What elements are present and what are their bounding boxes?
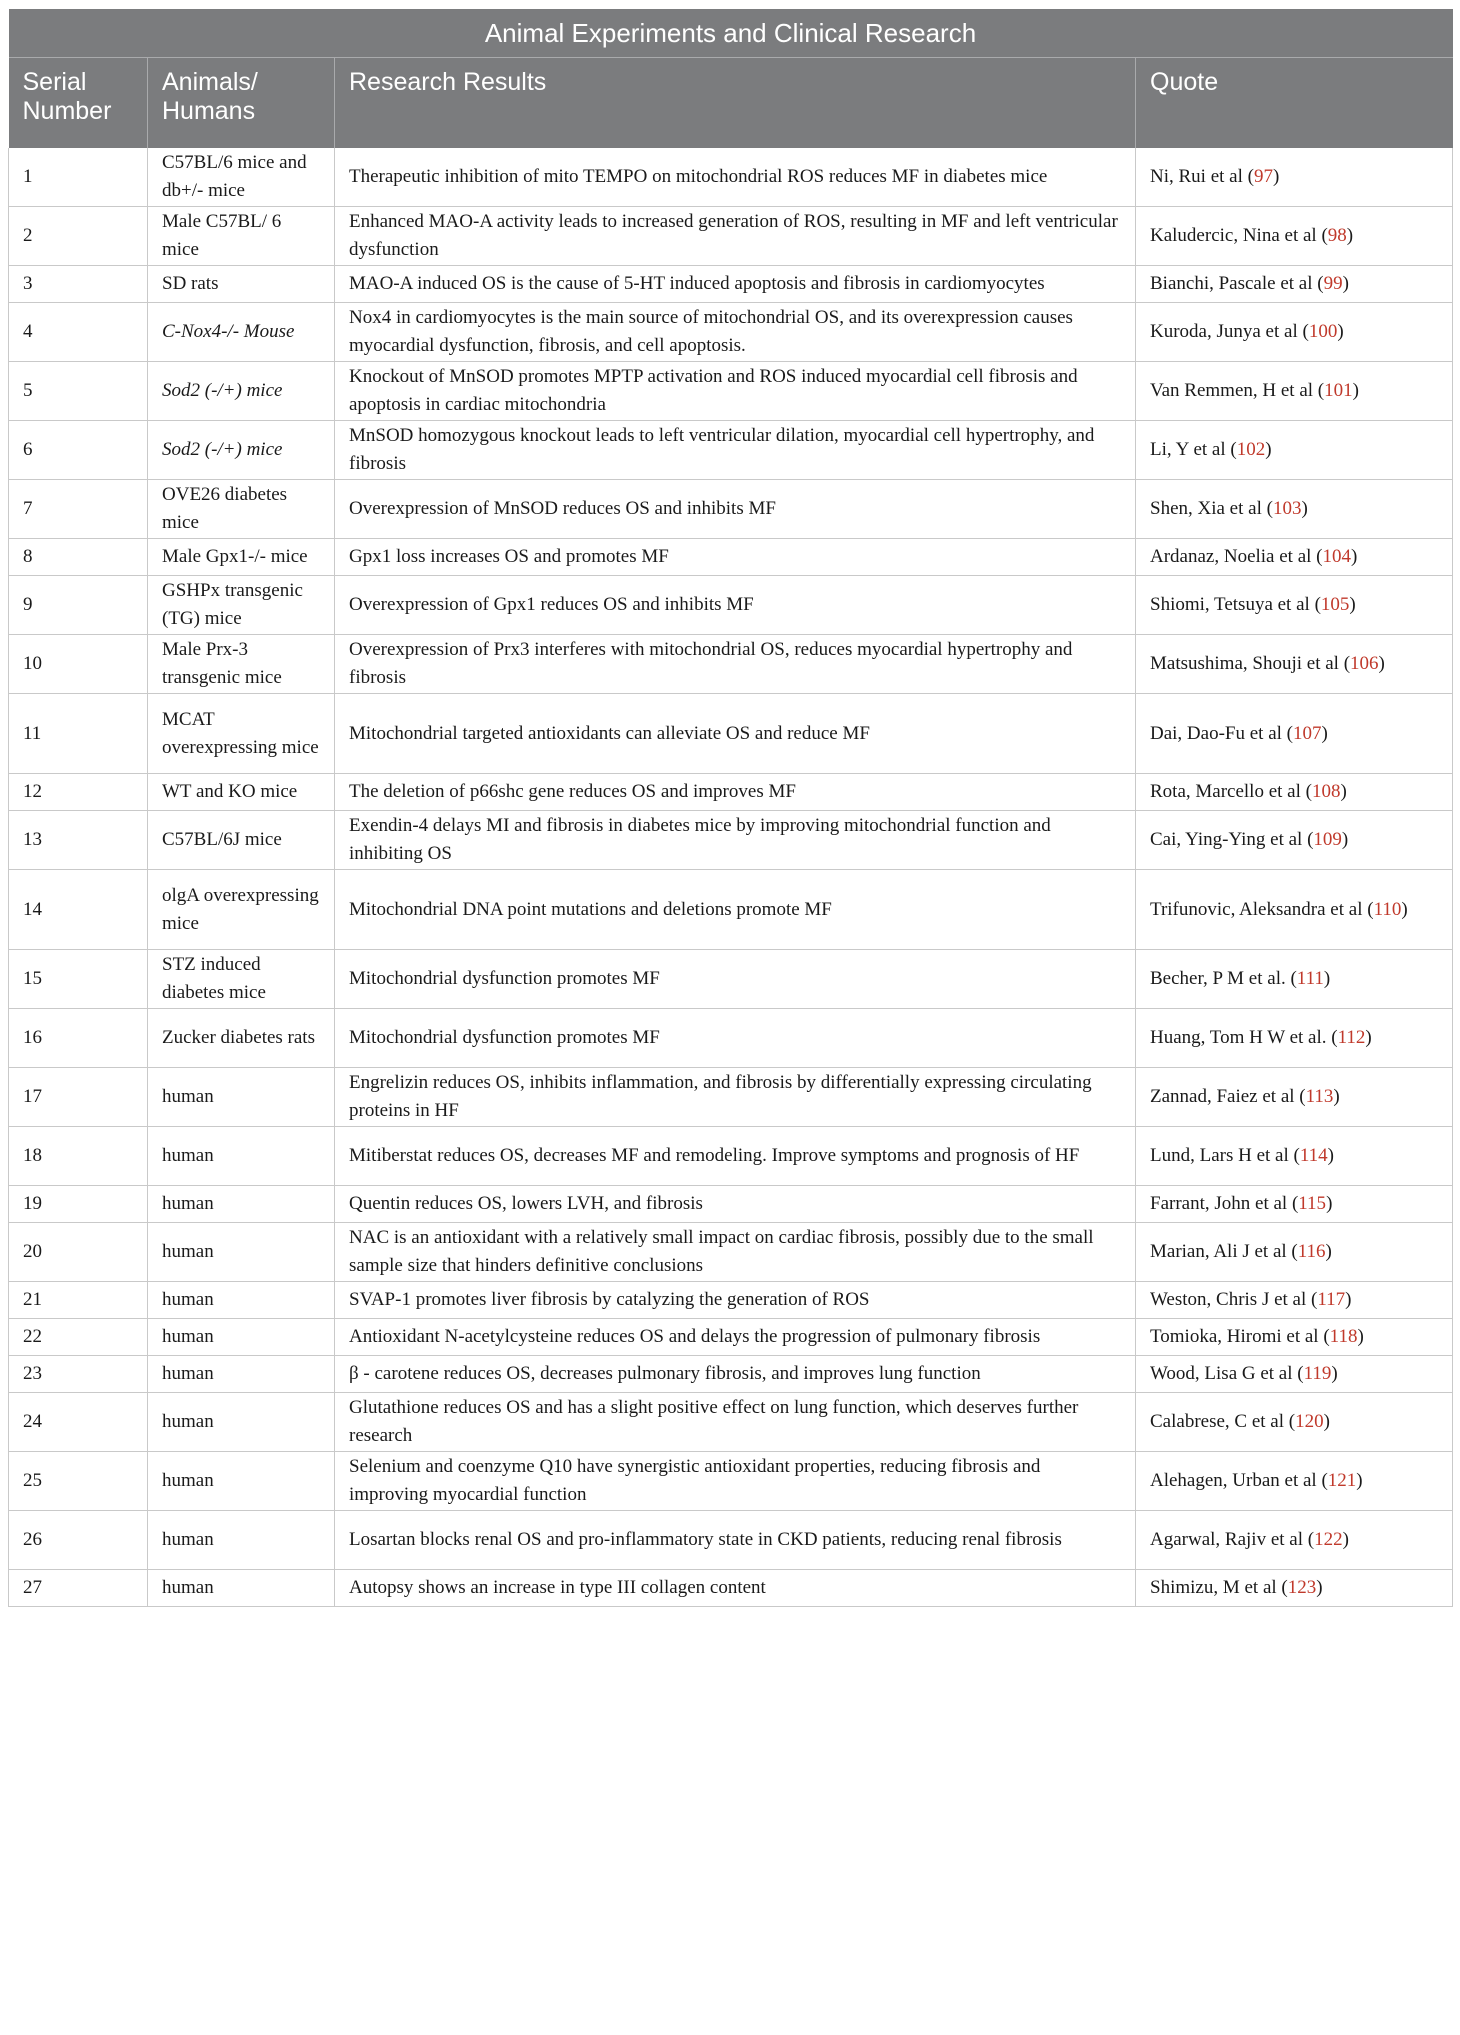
reference-link[interactable]: 103 (1272, 498, 1302, 519)
subject-cell: human (148, 1319, 335, 1356)
research-result-cell: β - carotene reduces OS, decreases pulmonary fibrosis, and improves lung function (335, 1356, 1136, 1393)
serial-number-cell: 3 (9, 266, 148, 303)
subject-cell: C57BL/6 mice and db+/- mice (148, 148, 335, 207)
reference-link[interactable]: 110 (1373, 898, 1402, 920)
reference-close-paren: ) (1352, 380, 1359, 401)
quote-author: Matsushima, Shouji et al (1150, 653, 1339, 674)
serial-number-cell: 10 (9, 635, 148, 694)
quote-author: Ni, Rui et al (1150, 165, 1243, 187)
reference-link[interactable]: 116 (1297, 1241, 1326, 1262)
subject-cell: human (148, 1452, 335, 1511)
quote-cell: Shen, Xia et al (103) (1136, 480, 1453, 539)
table-row (9, 950, 1453, 1009)
serial-number-cell: 24 (9, 1393, 148, 1452)
research-result-cell: Glutathione reduces OS and has a slight positive effect on lung function, which deserves further research (335, 1393, 1136, 1452)
reference-close-paren: ) (1401, 898, 1408, 920)
research-result-cell: Selenium and coenzyme Q10 have synergistic antioxidant properties, reducing fibrosis and improving myocardial function (335, 1452, 1136, 1511)
research-result-cell: Mitochondrial targeted antioxidants can alleviate OS and reduce MF (335, 694, 1136, 774)
table-row (9, 1068, 1453, 1127)
research-result-cell: MnSOD homozygous knockout leads to left ventricular dilation, myocardial cell hypertrophy, and fibrosis (335, 421, 1136, 480)
serial-number-cell: 11 (9, 694, 148, 774)
reference-close-paren: ) (1326, 1193, 1333, 1214)
subject-cell: STZ induced diabetes mice (148, 950, 335, 1009)
serial-number-cell: 5 (9, 362, 148, 421)
quote-cell: Dai, Dao-Fu et al (107) (1136, 694, 1453, 774)
quote-author: Dai, Dao-Fu et al (1150, 722, 1282, 744)
quote-author: Calabrese, C et al (1150, 1411, 1285, 1432)
header-serial-number: Serial Number (9, 58, 148, 148)
reference-close-paren: ) (1323, 1411, 1330, 1432)
subject-cell: SD rats (148, 266, 335, 303)
subject-cell: human (148, 1570, 335, 1607)
reference-close-paren: ) (1325, 1241, 1332, 1262)
quote-author: Becher, P M et al. (1150, 968, 1286, 989)
quote-cell: Huang, Tom H W et al. (112) (1136, 1009, 1453, 1068)
serial-number-cell: 21 (9, 1282, 148, 1319)
subject-cell: C57BL/6J mice (148, 811, 335, 870)
subject-cell: MCAT overexpressing mice (148, 694, 335, 774)
reference-close-paren: ) (1342, 1529, 1349, 1550)
research-result-cell: Mitochondrial dysfunction promotes MF (335, 1009, 1136, 1068)
research-result-cell: Autopsy shows an increase in type III collagen content (335, 1570, 1136, 1607)
research-result-cell: The deletion of p66shc gene reduces OS and improves MF (335, 774, 1136, 811)
reference-link[interactable]: 121 (1327, 1470, 1357, 1491)
research-result-cell: Therapeutic inhibition of mito TEMPO on mitochondrial ROS reduces MF in diabetes mice (335, 148, 1136, 207)
serial-number-cell: 13 (9, 811, 148, 870)
serial-number-cell: 8 (9, 539, 148, 576)
reference-link[interactable]: 115 (1298, 1193, 1327, 1214)
reference-close-paren: ) (1327, 1145, 1334, 1166)
reference-link[interactable]: 111 (1296, 968, 1324, 989)
quote-author: Marian, Ali J et al (1150, 1241, 1287, 1262)
research-result-cell: Engrelizin reduces OS, inhibits inflammation, and fibrosis by differentially expressing circulating proteins in HF (335, 1068, 1136, 1127)
research-result-cell: Nox4 in cardiomyocytes is the main source of mitochondrial OS, and its overexpression causes myocardial dysfunction, fibrosis, and cell apoptosis. (335, 303, 1136, 362)
subject-cell: human (148, 1393, 335, 1452)
reference-close-paren: ) (1356, 1470, 1363, 1491)
quote-cell: Agarwal, Rajiv et al (122) (1136, 1511, 1453, 1570)
table-row (9, 811, 1453, 870)
subject-cell: WT and KO mice (148, 774, 335, 811)
quote-author: Alehagen, Urban et al (1150, 1470, 1317, 1491)
research-result-cell: Gpx1 loss increases OS and promotes MF (335, 539, 1136, 576)
reference-link[interactable]: 113 (1305, 1086, 1334, 1107)
quote-cell: Becher, P M et al. (111) (1136, 950, 1453, 1009)
reference-close-paren: ) (1341, 829, 1349, 850)
quote-cell: Shimizu, M et al (123) (1136, 1570, 1453, 1607)
quote-author: Shen, Xia et al (1150, 498, 1262, 519)
reference-link[interactable]: 118 (1329, 1326, 1358, 1347)
quote-author: Wood, Lisa G et al (1150, 1363, 1293, 1384)
subject-cell: Zucker diabetes rats (148, 1009, 335, 1068)
reference-close-paren: ) (1272, 165, 1280, 187)
table-row (9, 1356, 1453, 1393)
quote-cell: Kuroda, Junya et al (100) (1136, 303, 1453, 362)
reference-link[interactable]: 119 (1303, 1363, 1332, 1384)
research-result-cell: Overexpression of Prx3 interferes with mitochondrial OS, reduces myocardial hypertrophy and fibrosis (335, 635, 1136, 694)
serial-number-cell: 20 (9, 1223, 148, 1282)
subject-cell: Male Gpx1-/- mice (148, 539, 335, 576)
quote-author: Kaludercic, Nina et al (1150, 225, 1317, 246)
table-row (9, 694, 1453, 774)
research-result-cell: SVAP-1 promotes liver fibrosis by catalyzing the generation of ROS (335, 1282, 1136, 1319)
reference-close-paren: ) (1316, 1577, 1323, 1598)
research-result-cell: Antioxidant N-acetylcysteine reduces OS and delays the progression of pulmonary fibrosis (335, 1319, 1136, 1356)
serial-number-cell: 12 (9, 774, 148, 811)
reference-close-paren: ) (1323, 968, 1331, 989)
table-row (9, 539, 1453, 576)
reference-link[interactable]: 122 (1314, 1529, 1343, 1550)
quote-cell: Marian, Ali J et al (116) (1136, 1223, 1453, 1282)
reference-close-paren: ) (1265, 439, 1272, 460)
reference-link[interactable]: 108 (1311, 781, 1341, 802)
reference-link[interactable]: 114 (1299, 1145, 1328, 1166)
quote-author: Rota, Marcello et al (1150, 781, 1301, 802)
subject-cell: Male Prx-3 transgenic mice (148, 635, 335, 694)
research-result-cell: Quentin reduces OS, lowers LVH, and fibrosis (335, 1186, 1136, 1223)
table-row (9, 1009, 1453, 1068)
reference-close-paren: ) (1333, 1086, 1340, 1107)
table-row (9, 421, 1453, 480)
quote-cell: Calabrese, C et al (120) (1136, 1393, 1453, 1452)
reference-close-paren: ) (1340, 781, 1347, 802)
quote-cell: Kaludercic, Nina et al (98) (1136, 207, 1453, 266)
reference-close-paren: ) (1349, 594, 1356, 615)
reference-close-paren: ) (1342, 273, 1349, 294)
table-row (9, 1511, 1453, 1570)
table-row (9, 480, 1453, 539)
serial-number-cell: 15 (9, 950, 148, 1009)
table-row (9, 1223, 1453, 1282)
quote-cell: Zannad, Faiez et al (113) (1136, 1068, 1453, 1127)
table-title: Animal Experiments and Clinical Research (9, 9, 1453, 58)
quote-cell: Farrant, John et al (115) (1136, 1186, 1453, 1223)
quote-cell: Trifunovic, Aleksandra et al (110) (1136, 870, 1453, 950)
serial-number-cell: 18 (9, 1127, 148, 1186)
serial-number-cell: 6 (9, 421, 148, 480)
reference-link[interactable]: 97 (1253, 165, 1273, 187)
quote-author: Shimizu, M et al (1150, 1577, 1277, 1598)
quote-author: Bianchi, Pascale et al (1150, 273, 1313, 294)
subject-cell: Sod2 (-/+) mice (148, 421, 335, 480)
quote-cell: Lund, Lars H et al (114) (1136, 1127, 1453, 1186)
research-result-cell: Overexpression of MnSOD reduces OS and inhibits MF (335, 480, 1136, 539)
quote-cell: Van Remmen, H et al (101) (1136, 362, 1453, 421)
quote-cell: Rota, Marcello et al (108) (1136, 774, 1453, 811)
subject-cell: human (148, 1223, 335, 1282)
quote-author: Tomioka, Hiromi et al (1150, 1326, 1319, 1347)
serial-number-cell: 22 (9, 1319, 148, 1356)
table-row (9, 1452, 1453, 1511)
quote-cell: Shiomi, Tetsuya et al (105) (1136, 576, 1453, 635)
reference-close-paren: ) (1301, 498, 1308, 519)
subject-cell: human (148, 1186, 335, 1223)
serial-number-cell: 16 (9, 1009, 148, 1068)
subject-cell: GSHPx transgenic (TG) mice (148, 576, 335, 635)
research-result-cell: Exendin-4 delays MI and fibrosis in diabetes mice by improving mitochondrial function and inhibiting OS (335, 811, 1136, 870)
subject-cell: OVE26 diabetes mice (148, 480, 335, 539)
quote-author: Shiomi, Tetsuya et al (1150, 594, 1310, 615)
research-table-container (8, 9, 1452, 1607)
header-research-results: Research Results (335, 58, 1136, 148)
reference-link[interactable]: 104 (1322, 546, 1351, 567)
reference-link[interactable]: 120 (1295, 1411, 1324, 1432)
quote-author: Huang, Tom H W et al. (1150, 1027, 1327, 1048)
quote-author: Agarwal, Rajiv et al (1150, 1529, 1304, 1550)
quote-cell: Bianchi, Pascale et al (99) (1136, 266, 1453, 303)
research-result-cell: Losartan blocks renal OS and pro-inflammatory state in CKD patients, reducing renal fibrosis (335, 1511, 1136, 1570)
reference-link[interactable]: 101 (1324, 380, 1353, 401)
subject-cell: human (148, 1356, 335, 1393)
quote-author: Zannad, Faiez et al (1150, 1086, 1295, 1107)
header-quote: Quote (1136, 58, 1453, 148)
subject-cell: human (148, 1068, 335, 1127)
quote-author: Trifunovic, Aleksandra et al (1150, 898, 1363, 920)
table-row (9, 362, 1453, 421)
subject-cell: Sod2 (-/+) mice (148, 362, 335, 421)
research-result-cell: Overexpression of Gpx1 reduces OS and inhibits MF (335, 576, 1136, 635)
reference-link[interactable]: 99 (1323, 273, 1343, 294)
table-row (9, 1319, 1453, 1356)
quote-author: Li, Y et al (1150, 439, 1226, 460)
quote-author: Lund, Lars H et al (1150, 1145, 1289, 1166)
reference-link[interactable]: 98 (1327, 225, 1347, 246)
quote-cell: Weston, Chris J et al (117) (1136, 1282, 1453, 1319)
serial-number-cell: 7 (9, 480, 148, 539)
research-result-cell: MAO-A induced OS is the cause of 5-HT induced apoptosis and fibrosis in cardiomyocytes (335, 266, 1136, 303)
subject-cell: C-Nox4-/- Mouse (148, 303, 335, 362)
quote-cell: Tomioka, Hiromi et al (118) (1136, 1319, 1453, 1356)
serial-number-cell: 14 (9, 870, 148, 950)
serial-number-cell: 23 (9, 1356, 148, 1393)
reference-close-paren: ) (1337, 321, 1344, 342)
serial-number-cell: 19 (9, 1186, 148, 1223)
subject-cell: human (148, 1127, 335, 1186)
reference-link[interactable]: 106 (1350, 653, 1379, 674)
reference-close-paren: ) (1345, 1289, 1352, 1310)
reference-close-paren: ) (1331, 1363, 1338, 1384)
quote-author: Cai, Ying-Ying et al (1150, 829, 1303, 850)
serial-number-cell: 4 (9, 303, 148, 362)
reference-close-paren: ) (1321, 722, 1328, 744)
reference-link[interactable]: 102 (1236, 439, 1266, 460)
reference-close-paren: ) (1378, 653, 1385, 674)
reference-link[interactable]: 107 (1292, 722, 1322, 744)
table-row (9, 774, 1453, 811)
serial-number-cell: 1 (9, 148, 148, 207)
subject-cell: olgA overexpressing mice (148, 870, 335, 950)
research-result-cell: NAC is an antioxidant with a relatively small impact on cardiac fibrosis, possibly due to the small sample size that hinders definitive conclusions (335, 1223, 1136, 1282)
quote-cell: Li, Y et al (102) (1136, 421, 1453, 480)
table-row (9, 148, 1453, 207)
quote-author: Ardanaz, Noelia et al (1150, 546, 1312, 567)
table-row (9, 1393, 1453, 1452)
serial-number-cell: 9 (9, 576, 148, 635)
research-result-cell: Mitochondrial DNA point mutations and deletions promote MF (335, 870, 1136, 950)
table-row (9, 1186, 1453, 1223)
quote-cell: Matsushima, Shouji et al (106) (1136, 635, 1453, 694)
table-row (9, 1570, 1453, 1607)
quote-author: Kuroda, Junya et al (1150, 321, 1298, 342)
table-row (9, 266, 1453, 303)
subject-cell: human (148, 1282, 335, 1319)
reference-link[interactable]: 117 (1317, 1289, 1346, 1310)
table-body (9, 148, 1453, 1607)
reference-link[interactable]: 112 (1337, 1027, 1366, 1048)
subject-cell: Male C57BL/ 6 mice (148, 207, 335, 266)
quote-author: Van Remmen, H et al (1150, 380, 1314, 401)
table-row (9, 635, 1453, 694)
table-row (9, 1127, 1453, 1186)
research-result-cell: Enhanced MAO-A activity leads to increased generation of ROS, resulting in MF and left ventricular dysfunction (335, 207, 1136, 266)
reference-link[interactable]: 105 (1320, 594, 1350, 615)
table-title-row (9, 9, 1453, 58)
table-row (9, 576, 1453, 635)
table-row (9, 303, 1453, 362)
serial-number-cell: 26 (9, 1511, 148, 1570)
table-row (9, 207, 1453, 266)
reference-link[interactable]: 123 (1287, 1577, 1317, 1598)
table-header-row (9, 58, 1453, 148)
quote-cell: Ardanaz, Noelia et al (104) (1136, 539, 1453, 576)
research-table (8, 9, 1453, 1607)
table-row (9, 870, 1453, 950)
quote-cell: Ni, Rui et al (97) (1136, 148, 1453, 207)
subject-cell: human (148, 1511, 335, 1570)
serial-number-cell: 17 (9, 1068, 148, 1127)
reference-close-paren: ) (1357, 1326, 1364, 1347)
reference-link[interactable]: 109 (1313, 829, 1342, 850)
quote-cell: Cai, Ying-Ying et al (109) (1136, 811, 1453, 870)
reference-close-paren: ) (1365, 1027, 1372, 1048)
reference-close-paren: ) (1346, 225, 1354, 246)
research-result-cell: Mitochondrial dysfunction promotes MF (335, 950, 1136, 1009)
quote-cell: Wood, Lisa G et al (119) (1136, 1356, 1453, 1393)
research-result-cell: Knockout of MnSOD promotes MPTP activation and ROS induced myocardial cell fibrosis and apoptosis in cardiac mitochondria (335, 362, 1136, 421)
quote-author: Weston, Chris J et al (1150, 1289, 1307, 1310)
quote-author: Farrant, John et al (1150, 1193, 1288, 1214)
serial-number-cell: 27 (9, 1570, 148, 1607)
research-result-cell: Mitiberstat reduces OS, decreases MF and remodeling. Improve symptoms and prognosis of HF (335, 1127, 1136, 1186)
quote-cell: Alehagen, Urban et al (121) (1136, 1452, 1453, 1511)
reference-close-paren: ) (1351, 546, 1358, 567)
serial-number-cell: 2 (9, 207, 148, 266)
header-animals-humans: Animals/ Humans (148, 58, 335, 148)
serial-number-cell: 25 (9, 1452, 148, 1511)
table-row (9, 1282, 1453, 1319)
reference-link[interactable]: 100 (1308, 321, 1338, 342)
